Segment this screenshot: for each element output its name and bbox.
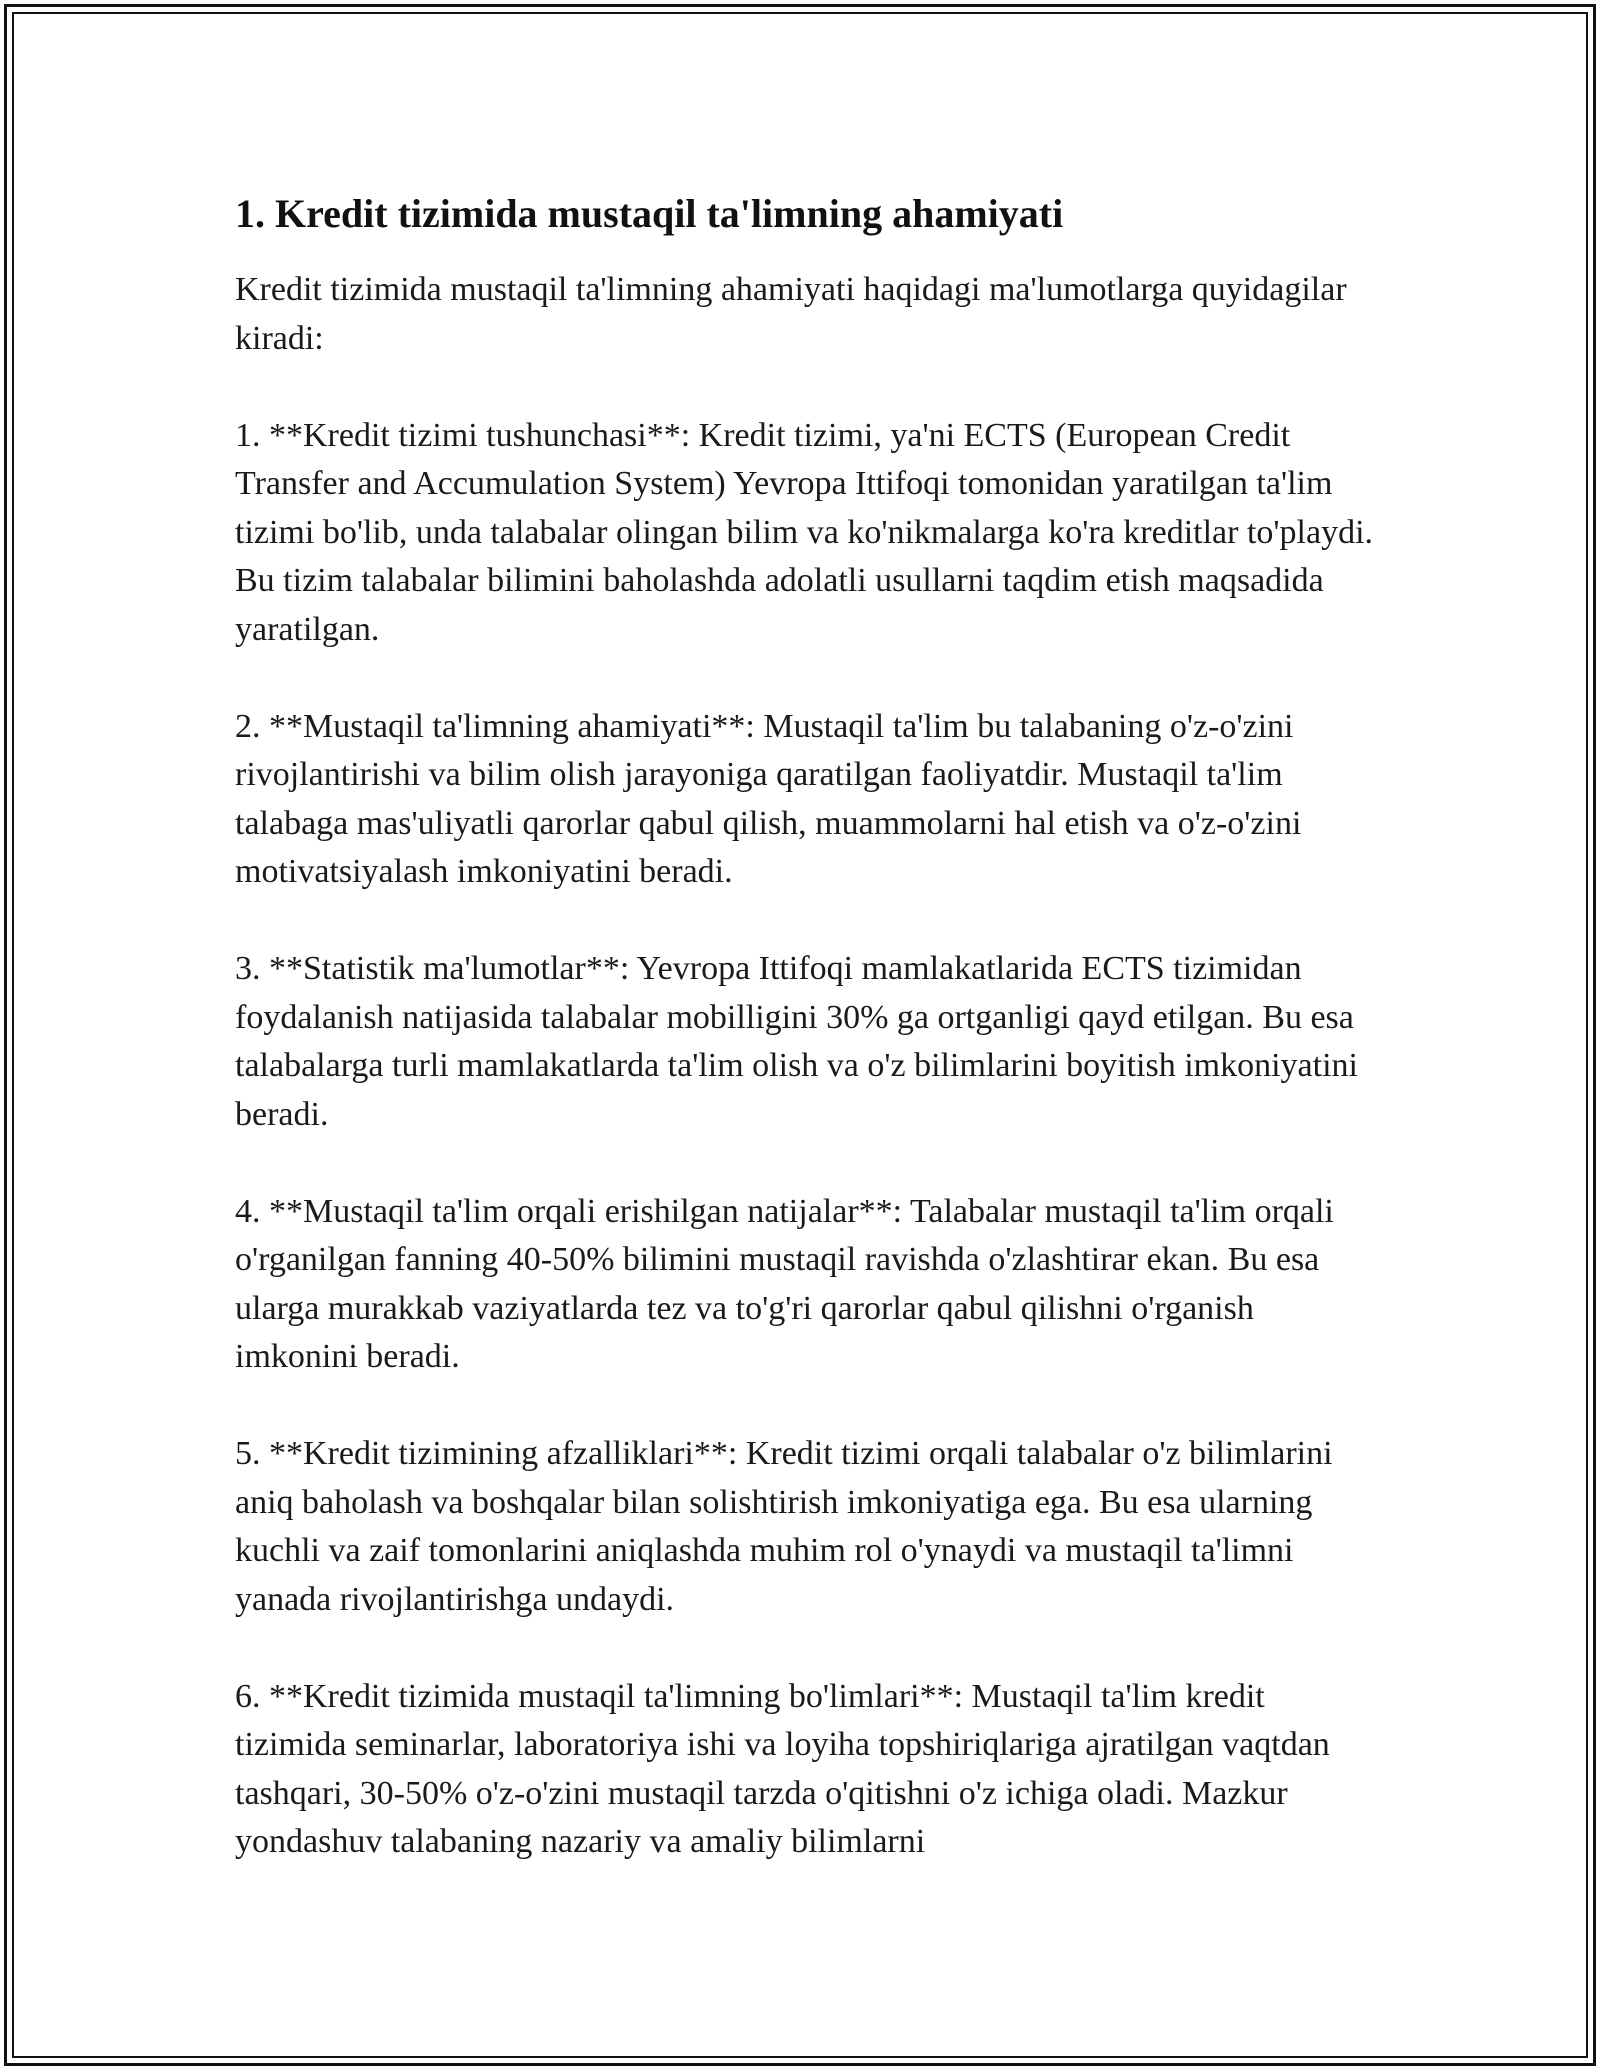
document-body (235, 190, 1375, 1867)
paragraph-5: 5. **Kredit tizimining afzalliklari**: Kredit tizimi orqali talabalar o'z bilimlarini aniq baholash va boshqalar bilan solishtirish imkoniyatiga ega. Bu esa ularning kuchli va zaif tomonlarini aniqlashda muhim rol o'ynaydi va mustaqil ta'limni yanada rivojlantirishga undaydi. (235, 1435, 1333, 1618)
document-title: 1. Kredit tizimida mustaqil ta'limning ahamiyati (235, 191, 1064, 236)
paragraph-6: 6. **Kredit tizimida mustaqil ta'limning bo'limlari**: Mustaqil ta'lim kredit tizimida seminarlar, laboratoriya ishi va loyiha topshiriqlariga ajratilgan vaqtdan tashqari, 30-50% o'z-o'zini mustaqil tarzda o'qitishni o'z ichiga oladi. Mazkur yondashuv talabaning nazariy va amaliy bilimlarni (235, 1677, 1330, 1860)
paragraph-3: 3. **Statistik ma'lumotlar**: Yevropa Ittifoqi mamlakatlarida ECTS tizimidan foydalanish natijasida talabalar mobilligini 30% ga ortganligi qayd etilgan. Bu esa talabalarga turli mamlakatlarda ta'lim olish va o'z bilimlarini boyitish imkoniyatini beradi. (235, 950, 1358, 1133)
paragraph-2: 2. **Mustaqil ta'limning ahamiyati**: Mustaqil ta'lim bu talabaning o'z-o'zini rivojlantirishi va bilim olish jarayoniga qaratilgan faoliyatdir. Mustaqil ta'lim talabaga mas'uliyatli qarorlar qabul qilish, muammolarni hal etish va o'z-o'zini motivatsiyalash imkoniyatini beradi. (235, 707, 1302, 890)
paragraph-4: 4. **Mustaqil ta'lim orqali erishilgan natijalar**: Talabalar mustaqil ta'lim orqali o'rganilgan fanning 40-50% bilimini mustaqil ravishda o'zlashtirar ekan. Bu esa ularga murakkab vaziyatlarda tez va to'g'ri qarorlar qabul qilishni o'rganish imkonini beradi. (235, 1192, 1334, 1375)
paragraph-1: 1. **Kredit tizimi tushunchasi**: Kredit tizimi, ya'ni ECTS (European Credit Transfer and Accumulation System) Yevropa Ittifoqi tomonidan yaratilgan ta'lim tizimi bo'lib, unda talabalar olingan bilim va ko'nikmalarga ko'ra kreditlar to'playdi. Bu tizim talabalar bilimini baholashda adolatli usullarni taqdim etish maqsadida yaratilgan. (235, 416, 1374, 648)
intro-paragraph: Kredit tizimida mustaqil ta'limning ahamiyati haqidagi ma'lumotlarga quyidagilar kiradi: (235, 271, 1347, 357)
